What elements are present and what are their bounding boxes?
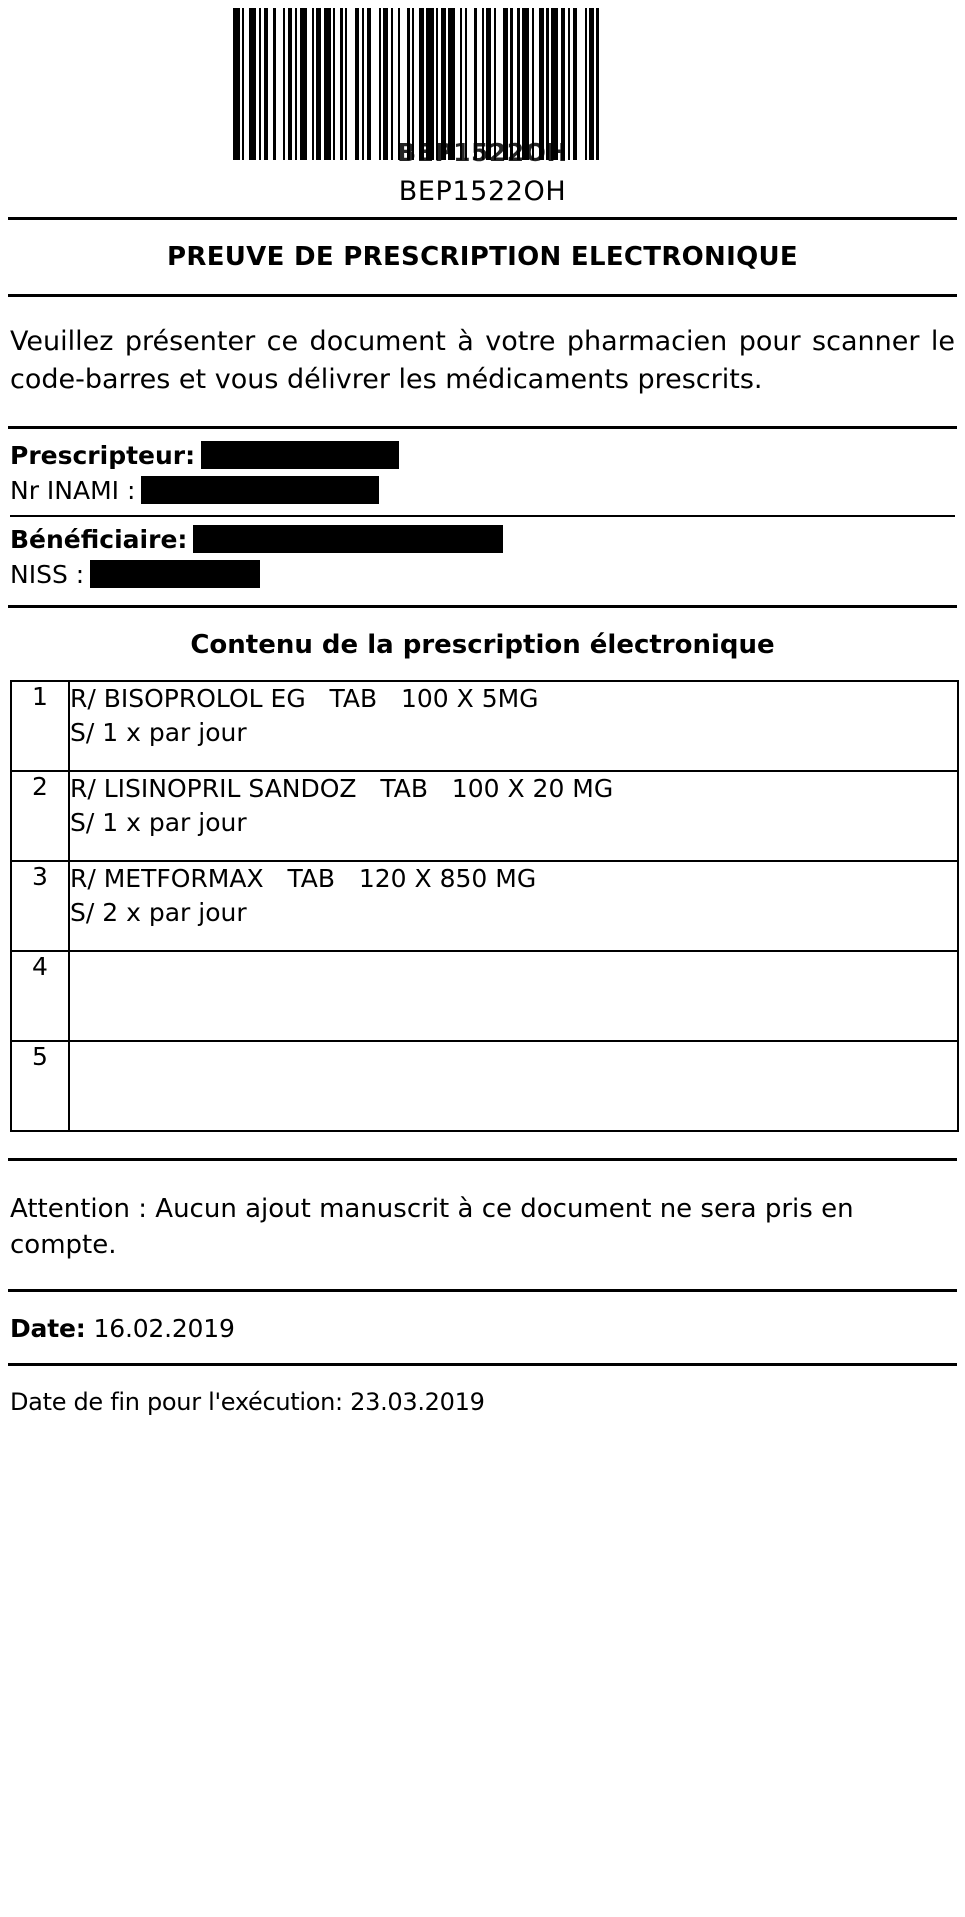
prescriber-row [10,441,955,470]
row-drug-line: R/ LISINOPRIL SANDOZ TAB 100 X 20 MG [70,773,614,803]
date-value: 16.02.2019 [93,1314,235,1344]
intro-paragraph: Veuillez présenter ce document à votre pharmacien pour scanner le code-barres et vous délivrer les médicaments prescrits. [10,326,955,396]
row-content [69,771,958,861]
row-posology-line: S/ 1 x par jour [70,808,247,838]
niss-value-redacted [90,560,260,588]
section-heading: Contenu de la prescription électronique [190,629,775,660]
row-number: 1 [11,681,69,771]
row-drug-line: R/ METFORMAX TAB 120 X 850 MG [70,863,537,893]
row-number: 2 [11,771,69,861]
prescription-table-body [11,681,958,1131]
row-drug-line: R/ BISOPROLOL EG TAB 100 X 5MG [70,683,539,713]
page-title: PREUVE DE PRESCRIPTION ELECTRONIQUE [167,242,798,272]
niss-label: NISS : [10,559,85,589]
attention-note: Attention : Aucun ajout manuscrit à ce document ne sera pris en compte. [10,1193,854,1261]
table-row [11,681,958,771]
niss-row [10,560,955,589]
row-number: 4 [11,951,69,1041]
inami-label: Nr INAMI : [10,475,136,505]
date-label: Date: [10,1314,86,1344]
table-row [11,771,958,861]
row-content [69,861,958,951]
barcode-embedded-text: BEP1522OH [397,138,568,167]
row-posology-line: S/ 1 x par jour [70,718,247,748]
table-row [11,861,958,951]
barcode-code-label: BEP1522OH [398,176,567,207]
beneficiary-row [10,525,955,554]
table-row [11,951,958,1041]
prescription-table [10,680,959,1132]
beneficiary-value-redacted [193,525,503,553]
row-content [69,681,958,771]
end-date-row: Date de fin pour l'exécution: 23.03.2019 [10,1388,485,1417]
row-number: 3 [11,861,69,951]
parties-block [8,429,957,605]
inami-row [10,476,955,505]
row-content [69,951,958,1041]
inami-value-redacted [141,476,379,504]
prescriber-label: Prescripteur: [10,440,196,470]
row-content [69,1041,958,1131]
date-row [8,1292,957,1363]
prescriber-value-redacted [201,441,399,469]
table-row [11,1041,958,1131]
row-posology-line: S/ 2 x par jour [70,898,247,928]
barcode-block [8,0,957,217]
beneficiary-label: Bénéficiaire: [10,524,188,554]
divider-parties [10,515,955,517]
row-number: 5 [11,1041,69,1131]
